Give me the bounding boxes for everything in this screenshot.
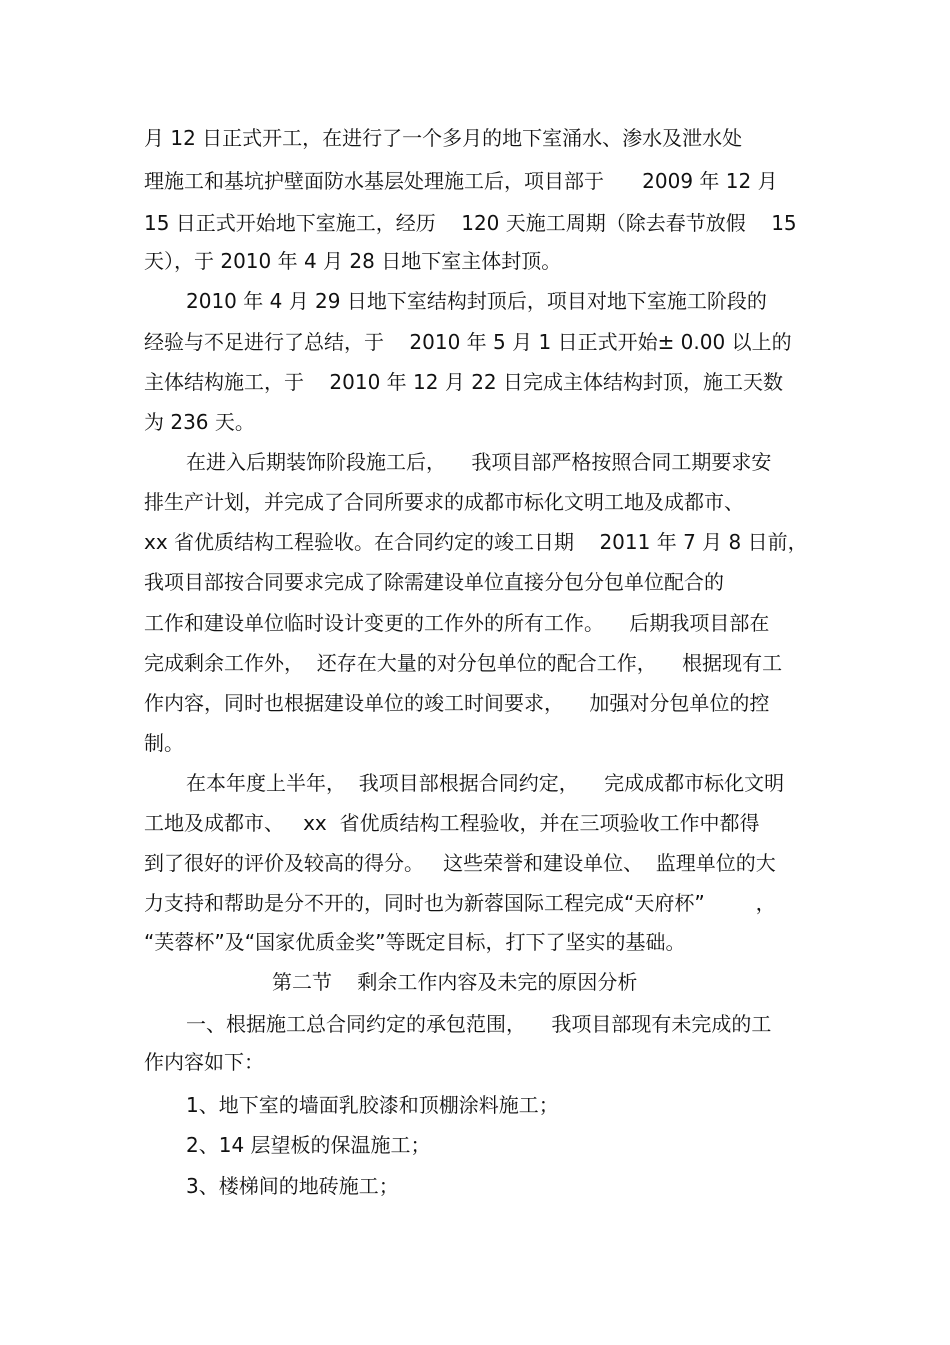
list-item: 1、地下室的墙面乳胶漆和顶棚涂料施工； xyxy=(186,1093,559,1117)
text-line: 工作和建设单位临时设计变更的工作外的所有工作。 后期我项目部在 xyxy=(144,611,770,635)
text-line: 15 日正式开始地下室施工，经历 120 天施工周期（除去春节放假 15 xyxy=(144,211,797,235)
text-line: 理施工和基坑护壁面防水基层处理施工后，项目部于 2009 年 12 月 xyxy=(144,169,778,193)
text-line: 完成剩余工作外， 还存在大量的对分包单位的配合工作， 根据现有工 xyxy=(144,651,783,675)
text-line: “芙蓉杯”及“国家优质金奖”等既定目标，打下了坚实的基础。 xyxy=(144,930,686,954)
list-item: 2、14 层望板的保温施工； xyxy=(186,1133,431,1157)
text-line: 作内容，同时也根据建设单位的竣工时间要求， 加强对分包单位的控 xyxy=(144,691,770,715)
paragraph-start: 在本年度上半年， 我项目部根据合同约定， 完成成都市标化文明 xyxy=(186,771,785,795)
text-line: 月 12 日正式开工，在进行了一个多月的地下室涌水、渗水及泄水处 xyxy=(144,126,743,150)
paragraph-start: 2010 年 4 月 29 日地下室结构封顶后，项目对地下室施工阶段的 xyxy=(186,289,767,313)
text-line: 经验与不足进行了总结，于 2010 年 5 月 1 日正式开始± 0.00 以上的 xyxy=(144,330,792,354)
text-line: 为 236 天。 xyxy=(144,410,255,434)
text-line: 排生产计划，并完成了合同所要求的成都市标化文明工地及成都市、 xyxy=(144,490,744,514)
text-line: 到了很好的评价及较高的得分。 这些荣誉和建设单位、 监理单位的大 xyxy=(144,851,776,875)
text-line: 主体结构施工，于 2010 年 12 月 22 日完成主体结构封顶，施工天数 xyxy=(144,370,784,394)
section-heading: 第二节 剩余工作内容及未完的原因分析 xyxy=(272,970,638,994)
text-line: 我项目部按合同要求完成了除需建设单位直接分包分包单位配合的 xyxy=(144,570,724,594)
list-item: 3、楼梯间的地砖施工； xyxy=(186,1174,399,1198)
text-line: 作内容如下： xyxy=(144,1050,264,1074)
text-line: 天），于 2010 年 4 月 28 日地下室主体封顶。 xyxy=(144,249,562,273)
text-line: 制。 xyxy=(144,731,184,755)
paragraph-start: 在进入后期装饰阶段施工后， 我项目部严格按照合同工期要求安 xyxy=(186,450,772,474)
text-line: 工地及成都市、 xx 省优质结构工程验收，并在三项验收工作中都得 xyxy=(144,811,760,835)
paragraph-start: 一、根据施工总合同约定的承包范围， 我项目部现有未完成的工 xyxy=(186,1012,772,1036)
text-line: 力支持和帮助是分不开的，同时也为新蓉国际工程完成“天府杯” ， xyxy=(144,891,776,915)
text-line: xx 省优质结构工程验收。在合同约定的竣工日期 2011 年 7 月 8 日前， xyxy=(144,530,808,554)
